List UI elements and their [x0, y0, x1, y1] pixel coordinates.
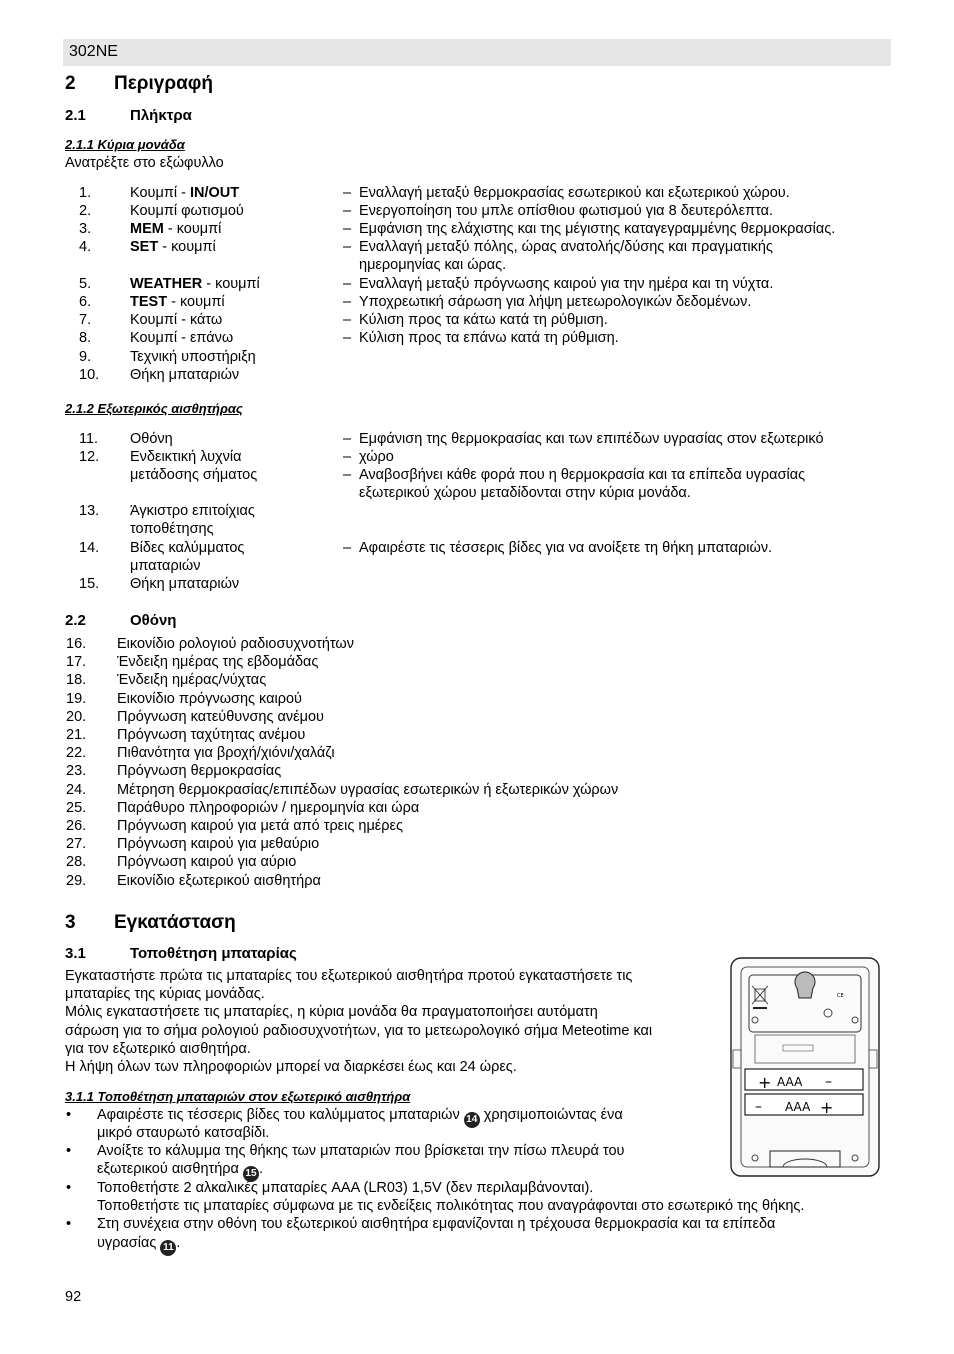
- section-3-1-1-heading: 3.1.1 Τοποθέτηση μπαταριών στον εξωτερικό αισθητήρα: [65, 1089, 411, 1104]
- item-number: 23.: [66, 763, 87, 780]
- item-number: 5.: [79, 276, 92, 292]
- item-number: 24.: [66, 781, 87, 798]
- section-2-heading: [65, 73, 213, 95]
- page-number: 92: [65, 1289, 82, 1305]
- battery-1-minus-mark: –: [825, 1074, 832, 1090]
- dash: –: [343, 467, 352, 483]
- dash: –: [343, 330, 352, 346]
- battery-1-plus-mark: +: [758, 1073, 772, 1092]
- item-number: 10.: [79, 367, 100, 383]
- display-item-text: Παράθυρο πληροφοριών / ημερομηνία και ώρα: [117, 799, 420, 816]
- key-label: [130, 238, 216, 256]
- item-number: 8.: [79, 330, 92, 346]
- key-label-bold: MEM: [130, 221, 164, 237]
- dash: –: [343, 312, 352, 328]
- section-2-2-heading: [65, 612, 177, 629]
- key-description: Ενεργοποίηση του μπλε οπίσθιου φωτισμού για 8 δευτερόλεπτα.: [359, 203, 774, 219]
- sensor-description: Αναβοσβήνει κάθε φορά που η θερμοκρασία και τα επίπεδα υγρασίας: [359, 467, 806, 483]
- display-item-text: Πρόγνωση καιρού για μετά από τρεις ημέρες: [117, 818, 403, 834]
- display-item-text: Πρόγνωση κατεύθυνσης ανέμου: [117, 708, 324, 725]
- bullet-mark: •: [66, 1143, 72, 1159]
- section-2-1-1-intro: Ανατρέξτε στο εξώφυλλο: [65, 155, 224, 171]
- item-number: 7.: [79, 312, 92, 328]
- dash: –: [343, 540, 352, 556]
- key-description: ημερομηνίας και ώρας.: [359, 257, 507, 273]
- subsection-number: 2.1: [65, 107, 86, 124]
- key-label-text: Θήκη μπαταριών: [130, 367, 240, 383]
- section-2-1-heading: [65, 107, 192, 124]
- item-number: 26.: [66, 818, 87, 834]
- display-item-text: Πρόγνωση ταχύτητας ανέμου: [117, 727, 306, 743]
- item-number: 18.: [66, 672, 87, 689]
- display-item-text: Πρόγνωση καιρού για μεθαύριο: [117, 836, 320, 853]
- page-header-bar: [63, 39, 891, 66]
- bullet-text: Ανοίξτε το κάλυμμα της θήκης των μπαταριών που βρίσκεται την πίσω πλευρά του: [97, 1143, 625, 1159]
- section-3-1-heading: [65, 945, 297, 962]
- section-number: 2: [65, 73, 76, 94]
- display-item-text: Πρόγνωση καιρού για αύριο: [117, 854, 297, 871]
- item-number: 13.: [79, 503, 100, 519]
- dash: –: [343, 294, 352, 310]
- sensor-label: Οθόνη: [130, 431, 173, 447]
- bullet-text: Τοποθετήστε 2 αλκαλικές μπαταρίες AAA (LR03) 1,5V (δεν περιλαμβάνονται).: [97, 1180, 594, 1196]
- item-number: 14.: [79, 540, 100, 556]
- item-number: 28.: [66, 854, 87, 871]
- item-number: 25.: [66, 799, 87, 816]
- key-label-text: - κουμπί: [202, 276, 260, 292]
- key-label: [130, 184, 239, 202]
- dash: –: [343, 185, 352, 201]
- key-label-text: - κουμπί: [163, 221, 222, 237]
- sensor-label: Θήκη μπαταριών: [130, 576, 240, 592]
- bullet-mark: •: [66, 1216, 72, 1232]
- paragraph-line: μπαταρίες της κύριας μονάδας.: [65, 986, 265, 1003]
- section-3-heading: [65, 912, 236, 934]
- key-label: [130, 293, 225, 311]
- display-item-text: Πιθανότητα για βροχή/χιόνι/χαλάζι: [117, 745, 335, 762]
- ref-badge: 14: [464, 1112, 480, 1128]
- key-description: Εναλλαγή μεταξύ θερμοκρασίας εσωτερικού και εξωτερικού χώρου.: [359, 185, 790, 201]
- key-label: [130, 348, 256, 366]
- key-description: Υποχρεωτική σάρωση για λήψη μετεωρολογικών δεδομένων.: [359, 294, 752, 310]
- display-item-text: Εικονίδιο εξωτερικού αισθητήρα: [117, 872, 321, 889]
- item-number: 4.: [79, 239, 92, 255]
- bullet-text: Αφαιρέστε τις τέσσερις βίδες του καλύμματος μπαταριών: [97, 1107, 464, 1123]
- key-label-text: Κουμπί φωτισμού: [130, 203, 244, 219]
- sensor-description: Αφαιρέστε τις τέσσερις βίδες για να ανοίξετε τη θήκη μπαταριών.: [359, 540, 773, 556]
- key-label-bold: SET: [130, 239, 159, 255]
- battery-2-plus-mark: +: [820, 1098, 834, 1117]
- dash: –: [343, 239, 352, 255]
- sensor-label: Ενδεικτική λυχνία: [130, 449, 242, 465]
- key-description: Εμφάνιση της ελάχιστης και της μέγιστης καταγεγραμμένης θερμοκρασίας.: [359, 221, 836, 237]
- subsection-number: 3.1: [65, 945, 86, 962]
- display-item-text: Μέτρηση θερμοκρασίας/επιπέδων υγρασίας εσωτερικών ή εξωτερικών χώρων: [117, 781, 619, 798]
- battery-2-label: AAA: [785, 1100, 811, 1114]
- key-description: Κύλιση προς τα κάτω κατά τη ρύθμιση.: [359, 312, 608, 328]
- subsection-number: 2.2: [65, 612, 86, 629]
- sensor-back-illustration: [725, 955, 885, 1180]
- section-2-1-2-heading: 2.1.2 Εξωτερικός αισθητήρας: [65, 401, 243, 416]
- key-label-text: Κουμπί -: [130, 185, 190, 201]
- key-label-text: - κουμπί: [158, 239, 216, 255]
- display-item-text: Εικονίδιο ρολογιού ραδιοσυχνοτήτων: [117, 636, 354, 652]
- key-label: [130, 329, 233, 347]
- section-title: Περιγραφή: [114, 73, 213, 94]
- key-label: [130, 366, 239, 384]
- bullet-text-cont: μικρό σταυρωτό κατσαβίδι.: [97, 1125, 270, 1141]
- paragraph-line: Μόλις εγκαταστήσετε τις μπαταρίες, η κύρια μονάδα θα πραγματοποιήσει αυτόματη: [65, 1004, 598, 1021]
- sensor-label: Βίδες καλύμματος: [130, 540, 245, 556]
- paragraph-line: Η λήψη όλων των πληροφοριών μπορεί να διαρκέσει έως και 24 ώρες.: [65, 1059, 517, 1075]
- sensor-label: μπαταριών: [130, 558, 201, 574]
- key-label-bold: IN/OUT: [189, 185, 240, 201]
- dash: –: [343, 449, 352, 465]
- key-label-text: - κουμπί: [167, 294, 225, 310]
- dash: –: [343, 276, 352, 292]
- display-item-text: Ένδειξη ημέρας/νύχτας: [117, 672, 267, 689]
- ref-badge: 15: [243, 1166, 259, 1182]
- key-label: [130, 275, 260, 293]
- item-number: 16.: [66, 636, 87, 652]
- item-number: 1.: [79, 185, 92, 201]
- item-number: 17.: [66, 654, 87, 671]
- item-number: 19.: [66, 690, 87, 707]
- svg-text:CE: CE: [837, 993, 844, 999]
- bullet-text-cont: Τοποθετήστε τις μπαταρίες σύμφωνα με τις ενδείξεις πολικότητας που αναγράφονται στο εσωτερικό της θήκης.: [97, 1198, 805, 1214]
- subsection-title: Τοποθέτηση μπαταρίας: [130, 945, 297, 962]
- item-number: 6.: [79, 294, 92, 310]
- subsection-title: Οθόνη: [130, 612, 177, 629]
- bullet-text: χρησιμοποιώντας ένα: [479, 1107, 623, 1123]
- display-item-text: Εικονίδιο πρόγνωσης καιρού: [117, 690, 302, 707]
- item-number: 27.: [66, 836, 87, 853]
- paragraph-line: για τον εξωτερικό αισθητήρα.: [65, 1040, 251, 1057]
- bullet-text: εξωτερικού αισθητήρα: [97, 1161, 243, 1177]
- sensor-label: Άγκιστρο επιτοίχιας: [130, 503, 255, 519]
- key-description: Εναλλαγή μεταξύ πόλης, ώρας ανατολής/δύσης και πραγματικής: [359, 239, 773, 255]
- battery-2-minus-mark: –: [755, 1099, 762, 1115]
- ref-badge: 11: [160, 1240, 176, 1256]
- display-item-text: Ένδειξη ημέρας της εβδομάδας: [117, 654, 319, 671]
- sensor-description: Εμφάνιση της θερμοκρασίας και των επιπέδων υγρασίας στον εξωτερικό: [359, 431, 824, 447]
- item-number: 9.: [79, 349, 92, 365]
- sensor-label: τοποθέτησης: [130, 521, 214, 537]
- item-number: 20.: [66, 708, 87, 725]
- paragraph-line: Εγκαταστήστε πρώτα τις μπαταρίες του εξωτερικού αισθητήρα προτού εγκαταστήσετε τις: [65, 968, 633, 984]
- key-label-bold: TEST: [130, 294, 168, 310]
- key-label-text: Τεχνική υποστήριξη: [130, 349, 256, 365]
- section-number: 3: [65, 912, 76, 933]
- section-2-1-1-heading: 2.1.1 Κύρια μονάδα: [65, 137, 185, 152]
- key-description: Εναλλαγή μεταξύ πρόγνωσης καιρού για την ημέρα και τη νύχτα.: [359, 276, 774, 292]
- battery-1-label: AAA: [777, 1075, 803, 1089]
- bullet-text: .: [176, 1235, 181, 1251]
- dash: –: [343, 203, 352, 219]
- key-label-text: Κουμπί - επάνω: [130, 330, 234, 346]
- display-item-text: Πρόγνωση θερμοκρασίας: [117, 763, 282, 780]
- bullet-text: υγρασίας: [97, 1235, 161, 1251]
- item-number: 12.: [79, 449, 100, 465]
- key-description: Κύλιση προς τα επάνω κατά τη ρύθμιση.: [359, 330, 619, 346]
- sensor-label: μετάδοσης σήματος: [130, 467, 258, 483]
- key-label-bold: WEATHER: [130, 276, 203, 292]
- item-number: 21.: [66, 727, 87, 743]
- dash: –: [343, 431, 352, 447]
- sensor-description: εξωτερικού χώρου μεταδίδονται στην κύρια μονάδα.: [359, 485, 691, 501]
- key-label-text: Κουμπί - κάτω: [130, 312, 223, 328]
- item-number: 29.: [66, 872, 87, 889]
- subsection-title: Πλήκτρα: [130, 107, 192, 124]
- item-number: 15.: [79, 576, 100, 592]
- dash: –: [343, 221, 352, 237]
- key-label: [130, 311, 222, 329]
- bullet-mark: •: [66, 1180, 72, 1196]
- bullet-text: Στη συνέχεια στην οθόνη του εξωτερικού αισθητήρα εμφανίζονται η τρέχουσα θερμοκρασία και τα επίπεδα: [97, 1216, 776, 1232]
- sensor-description: χώρο: [359, 449, 394, 465]
- item-number: 3.: [79, 221, 92, 237]
- section-title: Εγκατάσταση: [114, 912, 236, 933]
- bullet-text-cont: [97, 1234, 180, 1256]
- item-number: 11.: [79, 431, 99, 447]
- model-name: 302NE: [69, 43, 118, 60]
- paragraph-line: σάρωση για το σήμα ρολογιού ραδιοσυχνοτήτων, για το μετεωρολογικό σήμα Meteotime και: [65, 1022, 653, 1039]
- item-number: 2.: [79, 203, 92, 219]
- key-label: [130, 202, 244, 220]
- item-number: 22.: [66, 745, 87, 762]
- bullet-mark: •: [66, 1107, 72, 1123]
- key-label: [130, 220, 221, 238]
- bullet-text: .: [258, 1161, 263, 1177]
